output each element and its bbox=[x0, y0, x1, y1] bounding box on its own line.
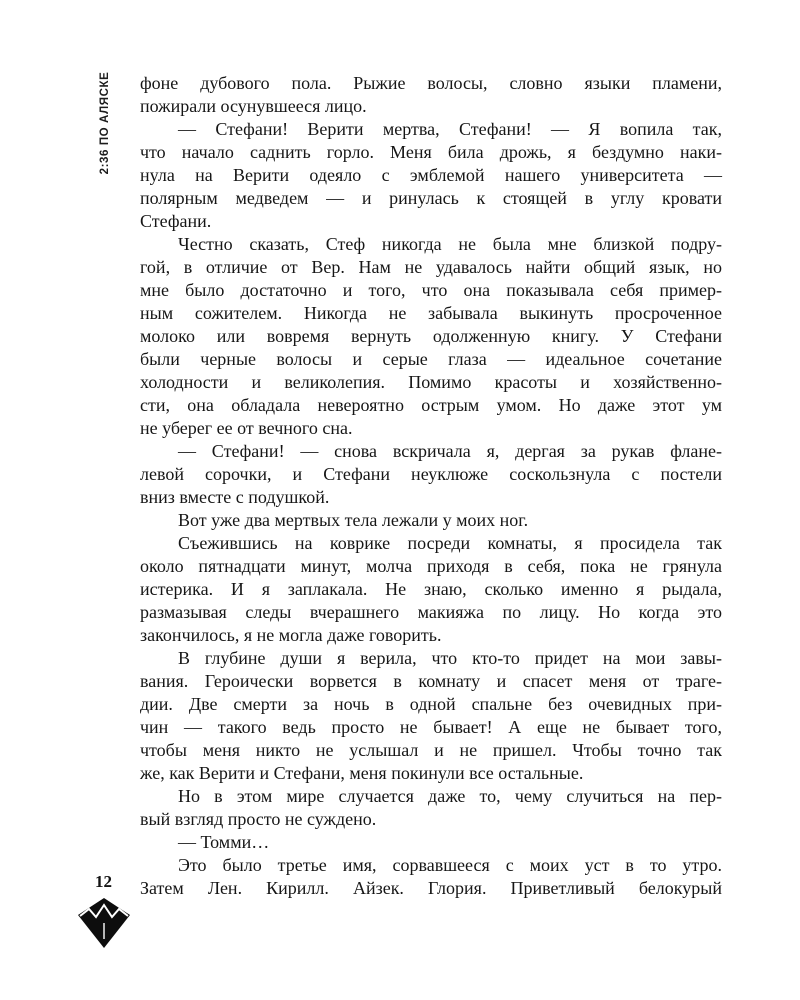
text-line: Вот уже два мертвых тела лежали у моих ног. bbox=[178, 510, 529, 530]
text-line: Но в этом мире случается даже то, чему случиться на пер- bbox=[178, 786, 722, 806]
text-line: В глубине души я верила, что кто-то придет на мои завы- bbox=[178, 648, 722, 668]
text-line: чтобы меня никто не услышал и не пришел. Чтобы точно так bbox=[140, 740, 722, 760]
body-text bbox=[140, 72, 722, 900]
text-line: около пятнадцати минут, молча приходя в себя, пока не грянула bbox=[140, 556, 722, 576]
text-line: Честно сказать, Стеф никогда не была мне близкой подру- bbox=[178, 234, 722, 254]
running-title-vertical: 2:36 ПО АЛЯСКЕ bbox=[99, 71, 111, 175]
text-line: холодности и великолепия. Помимо красоты и хозяйственно- bbox=[140, 372, 722, 392]
text-line: что начало саднить горло. Меня била дрожь, я бездумно наки- bbox=[140, 142, 722, 162]
text-line: Съежившись на коврике посреди комнаты, я просидела так bbox=[178, 533, 722, 553]
text-line: были черные волосы и серые глаза — идеальное сочетание bbox=[140, 349, 722, 369]
text-line: чин — такого ведь просто не бывает! А еще не бывает того, bbox=[140, 717, 722, 737]
text-line: сти, она обладала невероятно острым умом. Но даже этот ум bbox=[140, 395, 722, 415]
text-line: мне было достаточно и того, что она показывала себя пример- bbox=[140, 280, 722, 300]
text-line: вания. Героически ворвется в комнату и спасет меня от траге- bbox=[140, 671, 722, 691]
text-line: молоко или вовремя вернуть одолженную книгу. У Стефани bbox=[140, 326, 722, 346]
text-line: вниз вместе с подушкой. bbox=[140, 487, 330, 507]
text-line: же, как Верити и Стефани, меня покинули все остальные. bbox=[140, 763, 584, 783]
page-number: 12 bbox=[95, 872, 112, 891]
text-line: закончилось, я не могла даже говорить. bbox=[140, 625, 442, 645]
text-line: размазывая следы вчерашнего макияжа по лицу. Но когда это bbox=[140, 602, 722, 622]
text-line: — Стефани! Верити мертва, Стефани! — Я вопила так, bbox=[178, 119, 722, 139]
text-line: дии. Две смерти за ночь в одной спальне без очевидных при- bbox=[140, 694, 722, 714]
text-line: левой сорочки, и Стефани неуклюже соскользнула с постели bbox=[140, 464, 722, 484]
text-line: истерика. И я заплакала. Не знаю, сколько именно я рыдала, bbox=[140, 579, 722, 599]
text-line: пожирали осунувшееся лицо. bbox=[140, 96, 367, 116]
text-line: — Томми… bbox=[178, 832, 270, 852]
text-line: фоне дубового пола. Рыжие волосы, словно языки пламени, bbox=[140, 73, 722, 93]
text-line: не уберег ее от вечного сна. bbox=[140, 418, 353, 438]
text-line: вый взгляд просто не суждено. bbox=[140, 809, 377, 829]
text-line: нула на Верити одеяло с эмблемой нашего университета — bbox=[140, 165, 722, 185]
text-line: — Стефани! — снова вскричала я, дергая за рукав флане- bbox=[178, 441, 722, 461]
text-line: полярным медведем — и ринулась к стоящей в углу кровати bbox=[140, 188, 722, 208]
publisher-emblem-icon bbox=[77, 897, 131, 949]
text-line: Затем Лен. Кирилл. Айзек. Глория. Приветливый белокурый bbox=[140, 878, 722, 898]
text-line: ным сожителем. Никогда не забывала выкинуть просроченное bbox=[140, 303, 722, 323]
text-line: гой, в отличие от Вер. Нам не удавалось найти общий язык, но bbox=[140, 257, 722, 277]
text-line: Это было третье имя, сорвавшееся с моих уст в то утро. bbox=[178, 855, 722, 875]
text-line: Стефани. bbox=[140, 211, 212, 231]
